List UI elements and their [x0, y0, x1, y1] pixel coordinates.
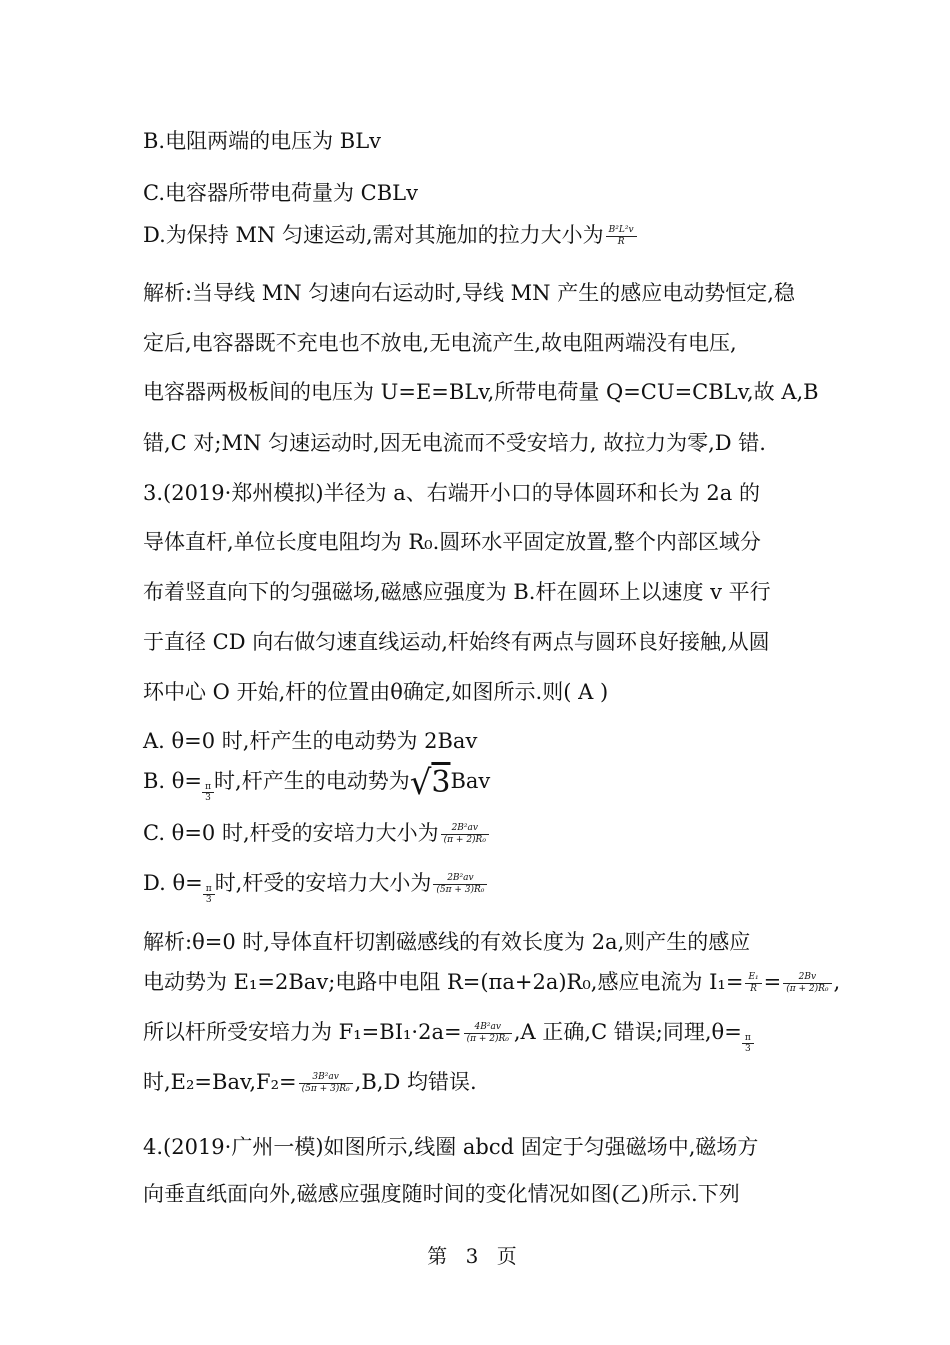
question3-line-5: 环中心 O 开始,杆的位置由θ确定,如图所示.则( A ) [143, 680, 609, 704]
option-b-voltage: B.电阻两端的电压为 BLv [143, 129, 382, 153]
force-fraction-f2: $\frac{\text{3B²av}}{\text{(5π + 3)R₀}}$ [299, 1072, 353, 1095]
q3-option-d: D. θ= $\frac{\pi}{3}$ 时,杆受的安培力大小为 $\frac{\text{2B²av}}{\text{(5π + 3)R₀}}$ [143, 870, 489, 905]
pi-over-3: $\frac{\pi}{3}$ [202, 768, 214, 803]
option-c-fraction: $\frac{\text{2B²av}}{\text{(π + 2)R₀}}$ [441, 823, 489, 846]
analysis2-line-2: 电动势为 E₁=2Bav;电路中电阻 R=(πa+2a)R₀,感应电流为 I₁= $\frac{\text{E₁}}{R}$ = $\frac{2Bv}{\text{(π + 2)R₀}}$ , [143, 970, 841, 994]
force-fraction-f1: $\frac{\text{4B²av}}{\text{(π + 2)R₀}}$ [464, 1022, 512, 1045]
pi-over-3: $\frac{\pi}{3}$ [742, 1019, 754, 1054]
page-number: 第 3 页 [427, 1244, 523, 1268]
option-d-fraction: $\frac{\text{2B²av}}{\text{(5π + 3)R₀}}$ [433, 873, 487, 896]
current-fraction-2: $\frac{2Bv}{\text{(π + 2)R₀}}$ [783, 972, 831, 995]
question3-line-3: 布着竖直向下的匀强磁场,磁感应强度为 B.杆在圆环上以速度 v 平行 [143, 580, 771, 604]
analysis1-line-3: 电容器两极板间的电压为 U=E=BLv,所带电荷量 Q=CU=CBLv,故 A,B [143, 380, 819, 404]
question4-line-1: 4.(2019·广州一模)如图所示,线圈 abcd 固定于匀强磁场中,磁场方 [143, 1135, 759, 1159]
q3-option-b: B. θ= $\frac{\pi}{3}$ 时,杆产生的电动势为√3Bav [143, 763, 491, 803]
pi-over-3: $\frac{\pi}{3}$ [203, 870, 215, 905]
option-c-charge: C.电容器所带电荷量为 CBLv [143, 181, 418, 205]
question3-line-1: 3.(2019·郑州模拟)半径为 a、右端开小口的导体圆环和长为 2a 的 [143, 481, 760, 505]
analysis1-line-1: 解析:当导线 MN 匀速向右运动时,导线 MN 产生的感应电动势恒定,稳 [143, 281, 795, 305]
question4-line-2: 向垂直纸面向外,磁感应强度随时间的变化情况如图(乙)所示.下列 [143, 1182, 740, 1206]
analysis1-line-2: 定后,电容器既不充电也不放电,无电流产生,故电阻两端没有电压, [143, 331, 737, 355]
analysis2-line-1: 解析:θ=0 时,导体直杆切割磁感线的有效长度为 2a,则产生的感应 [143, 930, 751, 954]
question3-line-2: 导体直杆,单位长度电阻均为 R₀.圆环水平固定放置,整个内部区域分 [143, 530, 761, 554]
force-fraction: $\frac{\text{B²L²v}}{R}$ [606, 225, 637, 248]
analysis1-line-4: 错,C 对;MN 匀速运动时,因无电流而不受安培力, 故拉力为零,D 错. [143, 431, 766, 455]
option-d-force: D.为保持 MN 匀速运动,需对其施加的拉力大小为 $\frac{\text{B²L²v}}{R}$ [143, 222, 639, 248]
question3-line-4: 于直径 CD 向右做匀速直线运动,杆始终有两点与圆环良好接触,从圆 [143, 630, 770, 654]
analysis2-line-4: 时,E₂=Bav,F₂= $\frac{\text{3B²av}}{\text{(5π + 3)R₀}}$ ,B,D 均错误. [143, 1070, 477, 1094]
q3-option-a: A. θ=0 时,杆产生的电动势为 2Bav [143, 729, 478, 753]
current-fraction-1: $\frac{\text{E₁}}{R}$ [745, 972, 761, 995]
analysis2-line-3: 所以杆所受安培力为 F₁=BI₁·2a= $\frac{\text{4B²av}}{\text{(π + 2)R₀}}$ ,A 正确,C 错误;同理,θ= $\frac{\pi}{3}$ [143, 1019, 754, 1054]
sqrt-symbol: √ [409, 763, 432, 803]
q3-option-c: C. θ=0 时,杆受的安培力大小为 $\frac{\text{2B²av}}{\text{(π + 2)R₀}}$ [143, 820, 491, 846]
